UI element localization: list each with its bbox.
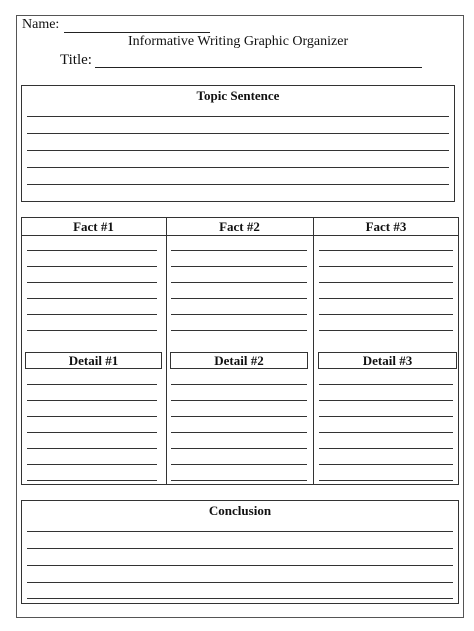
writing-line[interactable] — [319, 266, 453, 267]
writing-line[interactable] — [27, 480, 157, 481]
writing-line[interactable] — [171, 432, 307, 433]
writing-line[interactable] — [171, 480, 307, 481]
title-label: Title: — [60, 52, 92, 68]
name-field-line[interactable] — [64, 32, 210, 33]
writing-line[interactable] — [171, 448, 307, 449]
title-field-line[interactable] — [95, 67, 422, 68]
writing-line[interactable] — [319, 330, 453, 331]
writing-line[interactable] — [319, 250, 453, 251]
writing-line[interactable] — [171, 314, 307, 315]
writing-line[interactable] — [27, 266, 157, 267]
writing-line[interactable] — [27, 432, 157, 433]
writing-line[interactable] — [319, 464, 453, 465]
writing-line[interactable] — [27, 464, 157, 465]
writing-line[interactable] — [319, 314, 453, 315]
writing-line[interactable] — [171, 266, 307, 267]
writing-line[interactable] — [319, 400, 453, 401]
fact-2-heading: Fact #2 — [219, 219, 260, 234]
detail-2-heading: Detail #2 — [170, 352, 308, 369]
writing-line[interactable] — [171, 400, 307, 401]
writing-line[interactable] — [27, 298, 157, 299]
writing-line[interactable] — [319, 282, 453, 283]
writing-line[interactable] — [27, 314, 157, 315]
writing-line[interactable] — [27, 116, 449, 117]
detail-1-heading: Detail #1 — [25, 352, 162, 369]
writing-line[interactable] — [27, 548, 453, 549]
fact-1-heading: Fact #1 — [73, 219, 114, 234]
topic-sentence-heading: Topic Sentence — [196, 88, 280, 103]
writing-line[interactable] — [27, 250, 157, 251]
writing-line[interactable] — [171, 282, 307, 283]
writing-line[interactable] — [171, 250, 307, 251]
detail-3-heading: Detail #3 — [318, 352, 457, 369]
writing-line[interactable] — [171, 330, 307, 331]
conclusion-box — [21, 500, 459, 604]
topic-sentence-box — [21, 85, 455, 202]
writing-line[interactable] — [27, 184, 449, 185]
writing-line[interactable] — [319, 416, 453, 417]
writing-line[interactable] — [319, 384, 453, 385]
writing-line[interactable] — [27, 282, 157, 283]
writing-line[interactable] — [319, 432, 453, 433]
writing-line[interactable] — [171, 384, 307, 385]
writing-line[interactable] — [319, 448, 453, 449]
writing-line[interactable] — [27, 565, 453, 566]
writing-line[interactable] — [319, 480, 453, 481]
conclusion-heading: Conclusion — [208, 503, 272, 518]
facts-details-grid — [21, 217, 459, 485]
column-divider — [313, 217, 314, 485]
document-title: Informative Writing Graphic Organizer — [128, 34, 349, 49]
writing-line[interactable] — [27, 582, 453, 583]
fact-heading-divider — [21, 235, 459, 236]
fact-3-heading: Fact #3 — [365, 219, 407, 234]
name-label: Name: — [22, 17, 60, 32]
writing-line[interactable] — [171, 298, 307, 299]
writing-line[interactable] — [171, 464, 307, 465]
writing-line[interactable] — [171, 416, 307, 417]
writing-line[interactable] — [27, 448, 157, 449]
writing-line[interactable] — [27, 167, 449, 168]
writing-line[interactable] — [27, 598, 453, 599]
writing-line[interactable] — [319, 298, 453, 299]
column-divider — [166, 217, 167, 485]
writing-line[interactable] — [27, 531, 453, 532]
writing-line[interactable] — [27, 330, 157, 331]
writing-line[interactable] — [27, 133, 449, 134]
writing-line[interactable] — [27, 416, 157, 417]
writing-line[interactable] — [27, 150, 449, 151]
writing-line[interactable] — [27, 400, 157, 401]
writing-line[interactable] — [27, 384, 157, 385]
